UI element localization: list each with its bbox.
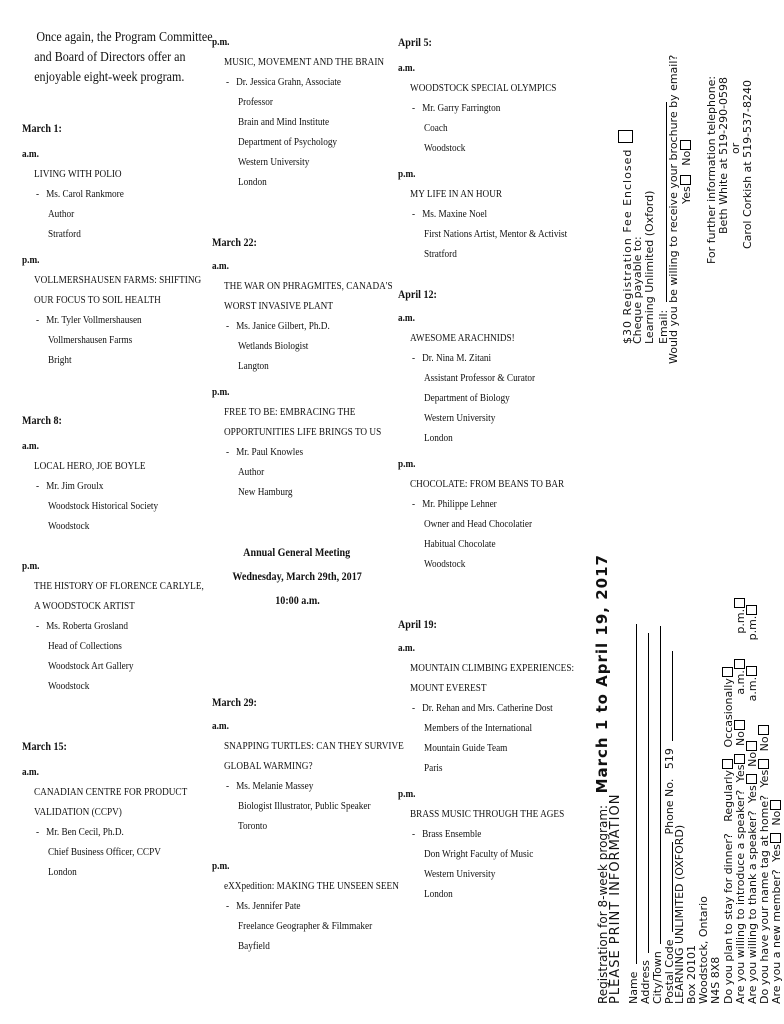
- speaker-detail: Author: [238, 466, 265, 478]
- speaker-name: - Mr. Philippe Lehner: [412, 498, 497, 510]
- talk-title: THE WAR ON PHRAGMITES, CANADA'S: [224, 280, 393, 292]
- speaker-detail: Biologist Illustrator, Public Speaker: [238, 800, 371, 812]
- talk-title: LIVING WITH POLIO: [34, 168, 122, 180]
- session-date: March 8:: [22, 413, 62, 427]
- slot-label: a.m.: [398, 62, 415, 74]
- slot-label: p.m.: [212, 386, 230, 398]
- brochure-question: Would you be willing to receive your brochure by email?: [667, 54, 680, 364]
- contact-beth: Beth White at 519-290-0598: [717, 76, 730, 234]
- program-column-3: [398, 0, 608, 904]
- speaker-detail: Department of Psychology: [238, 136, 338, 148]
- speaker-detail: Western University: [238, 156, 310, 168]
- speaker-name: - Ms. Maxine Noel: [412, 208, 488, 220]
- speaker-name: - Mr. Paul Knowles: [226, 446, 304, 458]
- speaker-detail: Stratford: [424, 248, 457, 260]
- speaker-detail: Stratford: [48, 228, 81, 240]
- speaker-detail: Western University: [424, 868, 496, 880]
- speaker-name: - Ms. Melanie Massey: [226, 780, 314, 792]
- talk-title: WORST INVASIVE PLANT: [224, 300, 334, 312]
- org-town: Woodstock, Ontario: [697, 896, 710, 1004]
- name-row: Name: [626, 624, 641, 1004]
- talk-title: MOUNT EVEREST: [410, 682, 487, 694]
- speaker-detail: Woodstock: [48, 520, 90, 532]
- talk-title: WOODSTOCK SPECIAL OLYMPICS: [410, 82, 557, 94]
- registration-form: [593, 14, 783, 1004]
- speaker-detail: Paris: [424, 762, 443, 774]
- talk-title: A WOODSTOCK ARTIST: [34, 600, 135, 612]
- speaker-detail: Bright: [48, 354, 72, 366]
- newmember-question: Are you a new member? Yes No: [770, 800, 784, 1004]
- dinner-question: Do you plan to stay for dinner? Regularly Occasionally: [722, 667, 736, 1004]
- slot-label: a.m.: [22, 148, 39, 160]
- info-line: For further information telephone:: [705, 75, 718, 264]
- slot-label: p.m.: [212, 36, 230, 48]
- nametag-no-checkbox[interactable]: [758, 725, 769, 735]
- org-postal: N4S 8X8: [709, 956, 722, 1004]
- speaker-detail: Head of Collections: [48, 640, 122, 652]
- speaker-detail: Chief Business Officer, CCPV: [48, 846, 161, 858]
- session-date: March 15:: [22, 739, 67, 753]
- session-date: March 22:: [212, 235, 257, 249]
- speaker-name: - Ms. Carol Rankmore: [36, 188, 124, 200]
- postal-code-field[interactable]: [662, 842, 673, 932]
- introduce-no-checkbox[interactable]: [734, 720, 745, 730]
- registration-header: Registration for 8-week program: March 1 to April 19, 2017: [593, 554, 611, 1004]
- introduce-yes-checkbox[interactable]: [734, 754, 745, 764]
- speaker-detail: First Nations Artist, Mentor & Activist: [424, 228, 568, 240]
- talk-title: OUR FOCUS TO SOIL HEALTH: [34, 294, 161, 306]
- speaker-name: - Dr. Jessica Grahn, Associate: [226, 76, 342, 88]
- address-row: Address: [638, 633, 653, 1004]
- slot-label: p.m.: [398, 788, 416, 800]
- speaker-name: - Mr. Tyler Vollmershausen: [36, 314, 142, 326]
- speaker-detail: Woodstock Art Gallery: [48, 660, 134, 672]
- speaker-detail: Freelance Geographer & Filmmaker: [238, 920, 373, 932]
- contact-or: or: [729, 142, 742, 154]
- speaker-detail: Vollmershausen Farms: [48, 334, 133, 346]
- postal-phone-row: Postal Code Phone No. 519: [662, 651, 677, 1004]
- contact-carol: Carol Corkish at 519-537-8240: [741, 79, 754, 249]
- city-row: City/Town: [650, 626, 665, 1004]
- session-date: March 29:: [212, 695, 257, 709]
- talk-title: SNAPPING TURTLES: CAN THEY SURVIVE: [224, 740, 404, 752]
- speaker-detail: Author: [48, 208, 75, 220]
- speaker-detail: Habitual Chocolate: [424, 538, 496, 550]
- session-date: April 12:: [398, 287, 437, 301]
- dinner-occasionally-checkbox[interactable]: [722, 667, 733, 677]
- slot-label: a.m.: [212, 260, 229, 272]
- talk-title: THE HISTORY OF FLORENCE CARLYLE,: [34, 580, 204, 592]
- session-date: March 1:: [22, 121, 62, 135]
- newmember-no-checkbox[interactable]: [770, 800, 781, 810]
- talk-title: CANADIAN CENTRE FOR PRODUCT: [34, 786, 188, 798]
- speaker-detail: London: [424, 888, 453, 900]
- slot-label: p.m.: [212, 860, 230, 872]
- talk-title: LOCAL HERO, JOE BOYLE: [34, 460, 146, 472]
- org-name: LEARNING UNLIMITED (OXFORD): [673, 824, 686, 1004]
- speaker-name: - Ms. Roberta Grosland: [36, 620, 128, 632]
- introduce-am-checkbox[interactable]: [734, 659, 745, 669]
- address-field[interactable]: [638, 633, 649, 953]
- speaker-detail: Woodstock: [424, 142, 466, 154]
- session-date: April 19:: [398, 617, 437, 631]
- speaker-detail: Assistant Professor & Curator: [424, 372, 536, 384]
- speaker-detail: Bayfield: [238, 940, 270, 952]
- phone-field[interactable]: [662, 651, 673, 741]
- talk-title: MY LIFE IN AN HOUR: [410, 188, 503, 200]
- slot-label: a.m.: [398, 312, 415, 324]
- dinner-regularly-checkbox[interactable]: [722, 759, 733, 769]
- speaker-detail: Woodstock: [424, 558, 466, 570]
- city-field[interactable]: [650, 626, 661, 944]
- thank-pm-checkbox[interactable]: [746, 605, 757, 615]
- fee-line: $30 Registration Fee Enclosed: [618, 130, 635, 344]
- speaker-name: - Dr. Rehan and Mrs. Catherine Dost: [412, 702, 553, 714]
- thank-yes-checkbox[interactable]: [746, 774, 757, 784]
- speaker-detail: New Hamburg: [238, 486, 293, 498]
- email-line: Email:: [656, 102, 671, 344]
- speaker-detail: London: [238, 176, 267, 188]
- talk-title: VALIDATION (CCPV): [34, 806, 122, 818]
- speaker-detail: Brain and Mind Institute: [238, 116, 330, 128]
- talk-title: eXXpedition: MAKING THE UNSEEN SEEN: [224, 880, 399, 892]
- slot-label: p.m.: [398, 458, 416, 470]
- speaker-detail: London: [424, 432, 453, 444]
- speaker-name: - Dr. Nina M. Zitani: [412, 352, 492, 364]
- speaker-name: - Brass Ensemble: [412, 828, 482, 840]
- session-date: April 5:: [398, 35, 432, 49]
- fee-enclosed-checkbox[interactable]: [618, 130, 633, 143]
- speaker-detail: London: [48, 866, 77, 878]
- speaker-detail: Wetlands Biologist: [238, 340, 309, 352]
- talk-title: OPPORTUNITIES LIFE BRINGS TO US: [224, 426, 382, 438]
- slot-label: a.m.: [22, 440, 39, 452]
- talk-title: AWESOME ARACHNIDS!: [410, 332, 515, 344]
- brochure-no-checkbox[interactable]: [680, 140, 691, 150]
- name-field[interactable]: [626, 624, 637, 964]
- speaker-detail: Members of the International: [424, 722, 533, 734]
- talk-title: MOUNTAIN CLIMBING EXPERIENCES:: [410, 662, 575, 674]
- introduce-question: Are you willing to introduce a speaker? Yes No a.m. p.m.: [734, 598, 748, 1004]
- slot-label: p.m.: [398, 168, 416, 180]
- newmember-yes-checkbox[interactable]: [770, 833, 781, 843]
- speaker-name: - Ms. Jennifer Pate: [226, 900, 301, 912]
- talk-title: BRASS MUSIC THROUGH THE AGES: [410, 808, 565, 820]
- payee-line: Learning Unlimited (Oxford): [643, 190, 656, 344]
- slot-label: a.m.: [398, 642, 415, 654]
- speaker-detail: Toronto: [238, 820, 268, 832]
- talk-title: CHOCOLATE: FROM BEANS TO BAR: [410, 478, 565, 490]
- agm-notice: Annual General Meeting Wednesday, March 29th, 2017 10:00 a.m.: [232, 545, 362, 607]
- brochure-yes-checkbox[interactable]: [680, 175, 691, 185]
- brochure-answer: Yes No: [680, 140, 694, 204]
- nametag-yes-checkbox[interactable]: [758, 759, 769, 769]
- thank-question: Are you willing to thank a speaker? Yes No a.m. p.m.: [746, 605, 760, 1004]
- program-column-2: [212, 0, 402, 956]
- speaker-detail: Mountain Guide Team: [424, 742, 508, 754]
- talk-title: FREE TO BE: EMBRACING THE: [224, 406, 356, 418]
- speaker-name: - Mr. Jim Groulx: [36, 480, 104, 492]
- speaker-detail: Department of Biology: [424, 392, 510, 404]
- cheque-line: Cheque payable to:: [631, 236, 644, 344]
- thank-no-checkbox[interactable]: [746, 741, 757, 751]
- slot-label: p.m.: [22, 254, 40, 266]
- speaker-detail: Woodstock Historical Society: [48, 500, 159, 512]
- speaker-detail: Owner and Head Chocolatier: [424, 518, 533, 530]
- talk-title: GLOBAL WARMING?: [224, 760, 313, 772]
- speaker-name: - Ms. Janice Gilbert, Ph.D.: [226, 320, 330, 332]
- slot-label: a.m.: [22, 766, 39, 778]
- speaker-name: - Mr. Garry Farrington: [412, 102, 501, 114]
- program-column-1: [22, 0, 222, 882]
- talk-title: MUSIC, MOVEMENT AND THE BRAIN: [224, 56, 385, 68]
- speaker-name: - Mr. Ben Cecil, Ph.D.: [36, 826, 124, 838]
- slot-label: p.m.: [22, 560, 40, 572]
- speaker-detail: Western University: [424, 412, 496, 424]
- speaker-detail: Langton: [238, 360, 269, 372]
- thank-am-checkbox[interactable]: [746, 666, 757, 676]
- speaker-detail: Professor: [238, 96, 273, 108]
- speaker-detail: Don Wright Faculty of Music: [424, 848, 534, 860]
- talk-title: VOLLMERSHAUSEN FARMS: SHIFTING: [34, 274, 202, 286]
- slot-label: a.m.: [212, 720, 229, 732]
- email-field[interactable]: [656, 102, 667, 302]
- print-instruction: PLEASE PRINT INFORMATION: [608, 793, 623, 1004]
- introduce-pm-checkbox[interactable]: [734, 598, 745, 608]
- speaker-detail: Woodstock: [48, 680, 90, 692]
- speaker-detail: Coach: [424, 122, 448, 134]
- nametag-question: Do you have your name tag at home? Yes No: [758, 725, 772, 1004]
- intro-text: Once again, the Program Committee and Board of Directors offer an enjoyable eight-week program.: [34, 30, 213, 85]
- org-box: Box 20101: [685, 945, 698, 1004]
